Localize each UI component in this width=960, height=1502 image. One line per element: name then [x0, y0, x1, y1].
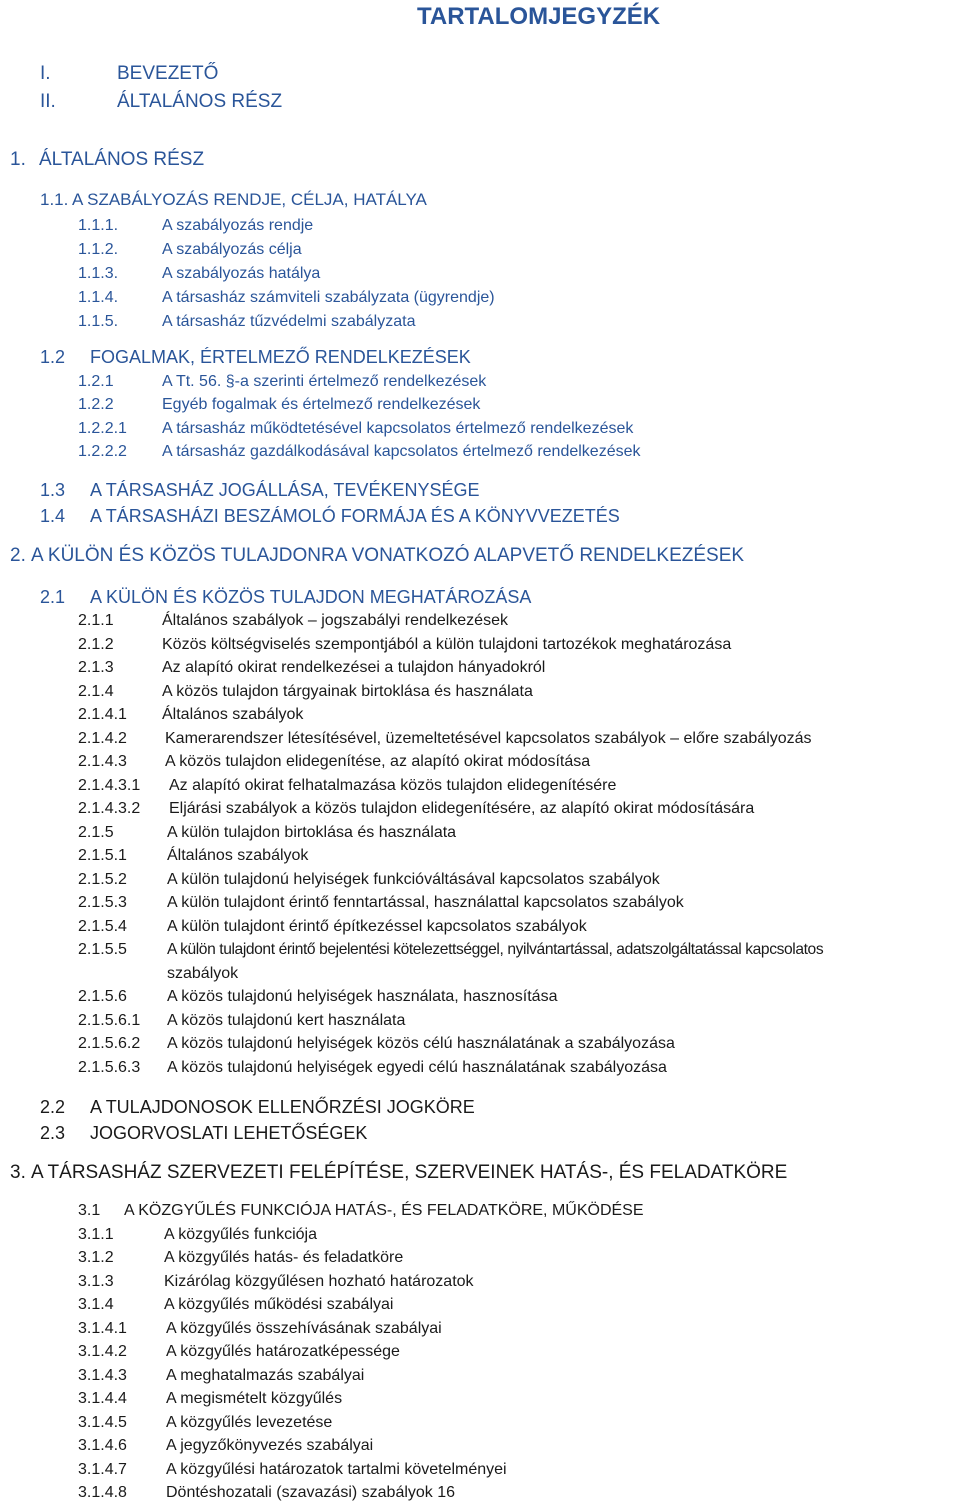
- toc-number: 2.1: [40, 587, 66, 607]
- toc-title: A közös tulajdonú helyiségek használata, hasznosítása: [167, 988, 558, 1005]
- toc-title: A KÜLÖN ÉS KÖZÖS TULAJDON MEGHATÁROZÁSA: [90, 587, 532, 607]
- toc-title: A külön tulajdont érintő bejelentési kötelezettséggel, nyilvántartással, adatszolgáltatással kapcsolatos: [167, 941, 824, 958]
- toc-number: 3.1.4.3: [78, 1367, 127, 1384]
- toc-number: 3.1.2: [78, 1249, 114, 1266]
- toc-number: 3.1.3: [78, 1273, 114, 1290]
- toc-number: 1.1.4.: [78, 289, 119, 306]
- toc-title: Döntéshozatali (szavazási) szabályok 16: [166, 1484, 456, 1501]
- toc-number: 2.1.5.6.2: [78, 1035, 141, 1052]
- toc-number: 1.2: [40, 347, 66, 367]
- toc-title: Az alapító okirat felhatalmazása közös tulajdon elidegenítésére: [169, 777, 617, 794]
- toc-title: A közös tulajdon elidegenítése, az alapító okirat módosítása: [165, 753, 591, 770]
- toc-title: Eljárási szabályok a közös tulajdon elidegenítésére, az alapító okirat módosítására: [169, 800, 755, 817]
- toc-title: A társasház számviteli szabályzata (ügyrendje): [162, 289, 495, 306]
- toc-number: 3.1.4.8: [78, 1484, 127, 1501]
- toc-title: Általános szabályok: [162, 706, 304, 723]
- page-title: TARTALOMJEGYZÉK: [417, 3, 661, 30]
- toc-number: 2.1.5.6.1: [78, 1012, 141, 1029]
- toc-title: A társasház tűzvédelmi szabályzata: [162, 313, 416, 330]
- toc-title: A szabályozás hatálya: [162, 265, 321, 282]
- toc-number: 1.1.1.: [78, 217, 119, 234]
- toc-number: 2.1.5.1: [78, 847, 127, 864]
- toc-number: 2.1.5.4: [78, 918, 127, 935]
- toc-title: Az alapító okirat rendelkezései a tulajdon hányadokról: [162, 659, 546, 676]
- toc-title: A jegyzőkönyvezés szabályai: [166, 1437, 374, 1454]
- toc-title: BEVEZETŐ: [117, 63, 219, 84]
- toc-title: A külön tulajdont érintő építkezéssel kapcsolatos szabályok: [167, 918, 587, 935]
- toc-number: 1.: [10, 149, 26, 170]
- toc-title: ÁLTALÁNOS RÉSZ: [117, 91, 283, 112]
- toc-number: 3.1.4.6: [78, 1437, 127, 1454]
- toc-number: 3.1.4: [78, 1296, 114, 1313]
- toc-number: 2.1.5.2: [78, 871, 127, 888]
- toc-title: A közgyűlés összehívásának szabályai: [166, 1320, 442, 1337]
- toc-title: A közgyűlés hatás- és feladatköre: [164, 1249, 404, 1266]
- toc-title: A közgyűlés funkciója: [164, 1226, 317, 1243]
- toc-title: Kizárólag közgyűlésen hozható határozatok: [164, 1273, 474, 1290]
- toc-title: A közös tulajdon tárgyainak birtoklása és használata: [162, 683, 533, 700]
- toc-title: Általános szabályok: [167, 847, 309, 864]
- toc-title: Közös költségviselés szempontjából a külön tulajdoni tartozékok meghatározása: [162, 636, 732, 653]
- toc-title: A közgyűlés határozatképessége: [166, 1343, 400, 1360]
- toc-number: 1.2.2: [78, 396, 114, 413]
- toc-title: A TÁRSASHÁZ JOGÁLLÁSA, TEVÉKENYSÉGE: [90, 480, 480, 500]
- toc-number: 3.1.4.5: [78, 1414, 127, 1431]
- toc-number: 2.: [10, 545, 26, 566]
- toc-title: A TÁRSASHÁZI BESZÁMOLÓ FORMÁJA ÉS A KÖNYVVEZETÉS: [90, 506, 620, 526]
- toc-title: A közös tulajdonú helyiségek egyedi célú használatának szabályozása: [167, 1059, 667, 1076]
- toc-number: 1.1.3.: [78, 265, 119, 282]
- toc-number: 1.1.5.: [78, 313, 119, 330]
- toc-number: 1.2.2.2: [78, 443, 127, 460]
- toc-title: A közgyűlési határozatok tartalmi követelményei: [166, 1461, 507, 1478]
- toc-number: 1.1.2.: [78, 241, 119, 258]
- toc-number: 3.1.4.2: [78, 1343, 127, 1360]
- toc-number: 2.3: [40, 1123, 66, 1143]
- toc-title: Kamerarendszer létesítésével, üzemeltetésével kapcsolatos szabályok – előre szabályozás: [165, 730, 812, 747]
- toc-number: II.: [40, 91, 56, 112]
- toc-number: 2.1.5.6: [78, 988, 127, 1005]
- toc-title: A KÖZGYŰLÉS FUNKCIÓJA HATÁS-, ÉS FELADATKÖRE, MŰKÖDÉSE: [124, 1202, 644, 1219]
- toc-number: 2.1.1: [78, 612, 114, 629]
- toc-title: Egyéb fogalmak és értelmező rendelkezések: [162, 396, 481, 413]
- toc-title: A közgyűlés levezetése: [166, 1414, 333, 1431]
- toc-number: 3.1: [78, 1202, 101, 1219]
- toc-title: A külön tulajdon birtoklása és használata: [167, 824, 457, 841]
- toc-number: 1.1.: [40, 190, 69, 209]
- toc-number: 3.1.4.1: [78, 1320, 127, 1337]
- toc-title: A meghatalmazás szabályai: [166, 1367, 365, 1384]
- toc-number: 3.1.4.7: [78, 1461, 127, 1478]
- toc-title: A TULAJDONOSOK ELLENŐRZÉSI JOGKÖRE: [90, 1097, 475, 1117]
- toc-number: 2.1.5: [78, 824, 114, 841]
- toc-title: Általános szabályok – jogszabályi rendelkezések: [162, 612, 508, 629]
- toc-title: JOGORVOSLATI LEHETŐSÉGEK: [90, 1123, 368, 1143]
- toc-number: 3.: [10, 1162, 26, 1183]
- toc-title: A szabályozás célja: [162, 241, 302, 258]
- toc-title: A közös tulajdonú kert használata: [167, 1012, 406, 1029]
- toc-title: FOGALMAK, ÉRTELMEZŐ RENDELKEZÉSEK: [90, 347, 471, 367]
- toc-number: 2.1.4.2: [78, 730, 127, 747]
- toc-title: A SZABÁLYOZÁS RENDJE, CÉLJA, HATÁLYA: [72, 190, 427, 209]
- toc-number: 2.1.4.1: [78, 706, 127, 723]
- toc-number: I.: [40, 63, 51, 84]
- toc-number: 2.1.4.3: [78, 753, 127, 770]
- toc-title: A megismételt közgyűlés: [166, 1390, 343, 1407]
- toc-number: 3.1.4.4: [78, 1390, 127, 1407]
- toc-title: A társasház gazdálkodásával kapcsolatos értelmező rendelkezések: [162, 443, 641, 460]
- toc-number: 2.2: [40, 1097, 66, 1117]
- toc-number: 2.1.5.3: [78, 894, 127, 911]
- toc-number: 2.1.4: [78, 683, 114, 700]
- toc-number: 2.1.4.3.2: [78, 800, 141, 817]
- toc-number: 1.2.1: [78, 373, 114, 390]
- toc-number: 2.1.2: [78, 636, 114, 653]
- toc-number: 2.1.5.6.3: [78, 1059, 141, 1076]
- toc-number: 3.1.1: [78, 1226, 114, 1243]
- toc-number: 2.1.4.3.1: [78, 777, 141, 794]
- toc-title: A külön tulajdonú helyiségek funkcióváltásával kapcsolatos szabályok: [167, 871, 660, 888]
- toc-title: A közös tulajdonú helyiségek közös célú használatának a szabályozása: [167, 1035, 675, 1052]
- toc-title: ÁLTALÁNOS RÉSZ: [39, 149, 205, 170]
- toc-number: 1.3: [40, 480, 66, 500]
- toc-title: A TÁRSASHÁZ SZERVEZETI FELÉPÍTÉSE, SZERVEINEK HATÁS-, ÉS FELADATKÖRE: [31, 1162, 788, 1183]
- toc-title: A külön tulajdont érintő fenntartással, használattal kapcsolatos szabályok: [167, 894, 684, 911]
- toc-title: A társasház működtetésével kapcsolatos értelmező rendelkezések: [162, 420, 634, 437]
- toc-number: 1.2.2.1: [78, 420, 127, 437]
- toc-title: A közgyűlés működési szabályai: [164, 1296, 394, 1313]
- toc-number: 1.4: [40, 506, 66, 526]
- toc-number: 2.1.3: [78, 659, 114, 676]
- toc-title: szabályok: [167, 965, 239, 982]
- toc-title: A KÜLÖN ÉS KÖZÖS TULAJDONRA VONATKOZÓ ALAPVETŐ RENDELKEZÉSEK: [31, 545, 745, 566]
- toc-title: A Tt. 56. §-a szerinti értelmező rendelkezések: [162, 373, 487, 390]
- toc-title: A szabályozás rendje: [162, 217, 314, 234]
- toc-number: 2.1.5.5: [78, 941, 127, 958]
